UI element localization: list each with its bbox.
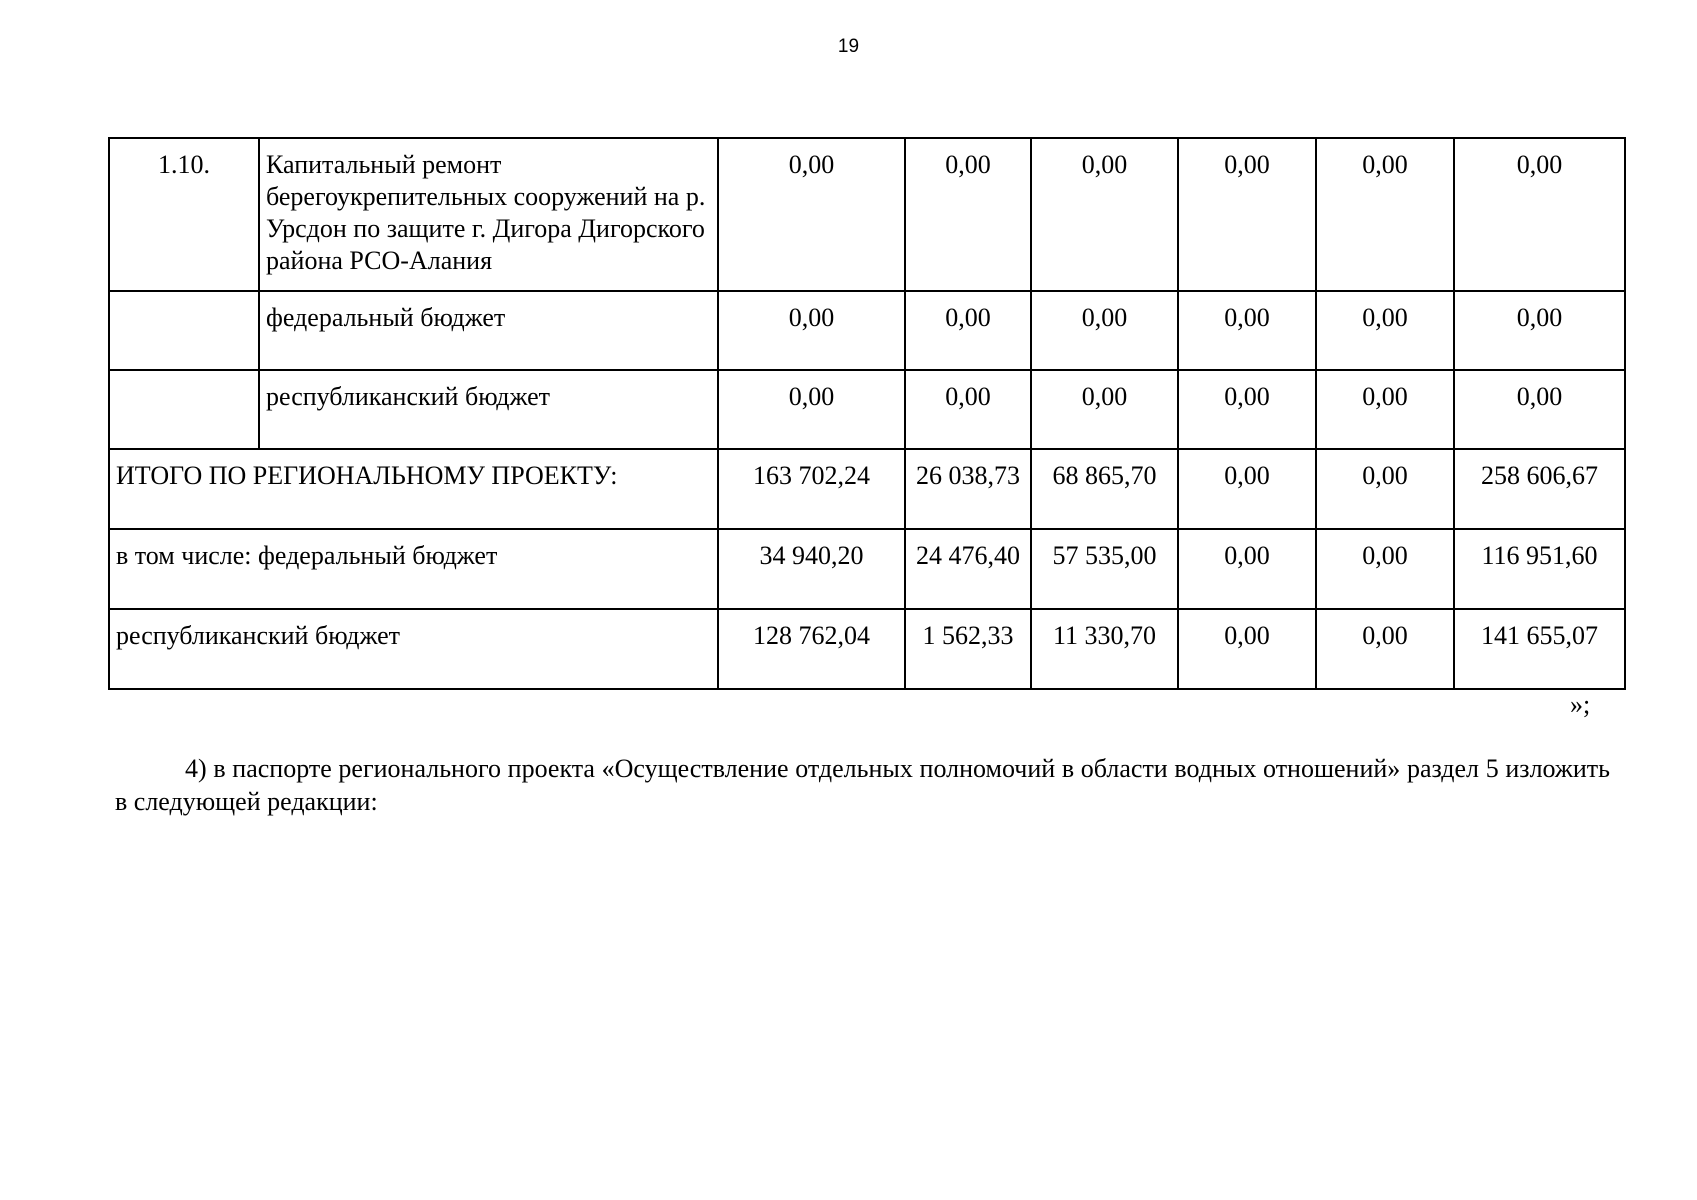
- value-cell: 0,00: [905, 138, 1031, 291]
- value-cell: 0,00: [905, 370, 1031, 449]
- value-cell: 0,00: [1178, 291, 1316, 370]
- budget-table: [108, 137, 1626, 690]
- page-number: 19: [837, 36, 860, 57]
- row-label: Капитальный ремонт берегоукрепительных сооружений на р. Урсдон по защите г. Дигора Дигорского района РСО-Алания: [259, 138, 718, 291]
- total-value-cell: 0,00: [1178, 529, 1316, 609]
- value-cell: 0,00: [718, 291, 905, 370]
- total-value-cell: 116 951,60: [1454, 529, 1625, 609]
- total-label: ИТОГО ПО РЕГИОНАЛЬНОМУ ПРОЕКТУ:: [109, 449, 718, 529]
- total-value-cell: 128 762,04: [718, 609, 905, 689]
- value-cell: 0,00: [1031, 291, 1178, 370]
- total-value-cell: 11 330,70: [1031, 609, 1178, 689]
- total-value-cell: 163 702,24: [718, 449, 905, 529]
- value-cell: 0,00: [1454, 291, 1625, 370]
- value-cell: 0,00: [1316, 138, 1454, 291]
- total-value-cell: 24 476,40: [905, 529, 1031, 609]
- total-label: республиканский бюджет: [109, 609, 718, 689]
- row-index: [109, 291, 259, 370]
- total-row: [109, 449, 1625, 529]
- total-row: [109, 529, 1625, 609]
- total-value-cell: 0,00: [1178, 449, 1316, 529]
- total-value-cell: 68 865,70: [1031, 449, 1178, 529]
- table-row: [109, 138, 1625, 291]
- body-paragraph: 4) в паспорте регионального проекта «Осуществление отдельных полномочий в области водных отношений» раздел 5 изложить в следующей редакции:: [115, 754, 1610, 816]
- total-value-cell: 0,00: [1316, 609, 1454, 689]
- total-value-cell: 34 940,20: [718, 529, 905, 609]
- value-cell: 0,00: [1178, 138, 1316, 291]
- value-cell: 0,00: [905, 291, 1031, 370]
- value-cell: 0,00: [1031, 370, 1178, 449]
- total-value-cell: 1 562,33: [905, 609, 1031, 689]
- total-value-cell: 26 038,73: [905, 449, 1031, 529]
- total-value-cell: 0,00: [1316, 529, 1454, 609]
- value-cell: 0,00: [1031, 138, 1178, 291]
- value-cell: 0,00: [1454, 138, 1625, 291]
- closing-quote: »;: [1570, 690, 1591, 719]
- total-value-cell: 57 535,00: [1031, 529, 1178, 609]
- value-cell: 0,00: [1454, 370, 1625, 449]
- row-label: республиканский бюджет: [259, 370, 718, 449]
- total-value-cell: 141 655,07: [1454, 609, 1625, 689]
- total-row: [109, 609, 1625, 689]
- value-cell: 0,00: [1178, 370, 1316, 449]
- total-label: в том числе: федеральный бюджет: [109, 529, 718, 609]
- value-cell: 0,00: [1316, 370, 1454, 449]
- table-row: [109, 291, 1625, 370]
- total-value-cell: 0,00: [1316, 449, 1454, 529]
- row-index: [109, 370, 259, 449]
- total-value-cell: 0,00: [1178, 609, 1316, 689]
- table-row: [109, 370, 1625, 449]
- row-label: федеральный бюджет: [259, 291, 718, 370]
- value-cell: 0,00: [718, 138, 905, 291]
- row-index: 1.10.: [109, 138, 259, 291]
- value-cell: 0,00: [1316, 291, 1454, 370]
- value-cell: 0,00: [718, 370, 905, 449]
- total-value-cell: 258 606,67: [1454, 449, 1625, 529]
